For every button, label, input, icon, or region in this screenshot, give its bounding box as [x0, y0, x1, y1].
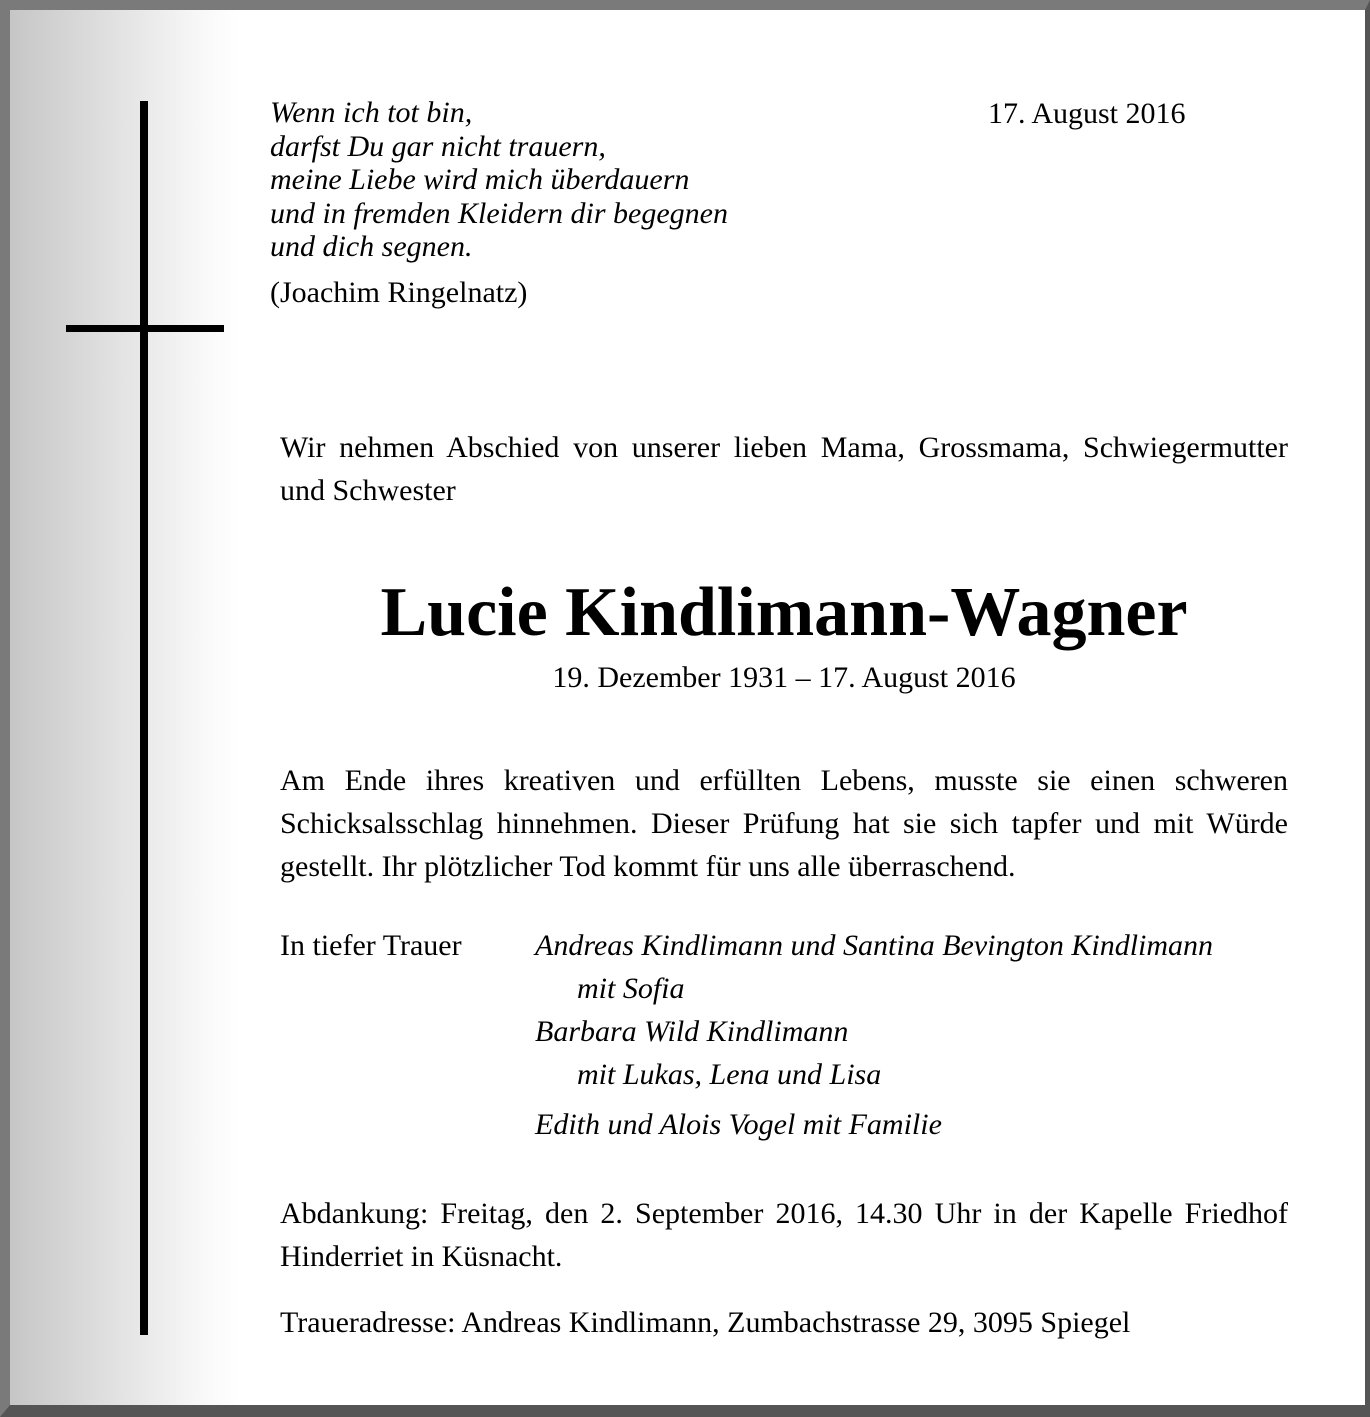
lifespan-dates: 19. Dezember 1931 – 17. August 2016	[552, 661, 1016, 694]
tribute-text: Am Ende ihres kreativen und erfüllten Lebens, musste sie einen schweren Schicksalsschlag hinnehmen. Dieser Prüfung hat sie sich tapfer und mit Würde gestellt. Ihr plötzlicher Tod kommt für uns alle überraschend.	[280, 764, 1288, 883]
mourner-line: mit Sofia	[577, 972, 685, 1005]
poem-line: meine Liebe wird mich überdauern	[270, 163, 690, 196]
farewell-intro: Wir nehmen Abschied von unserer lieben Mama, Grossmama, Schwiegermutter und Schwester	[280, 431, 1288, 507]
mourning-label: In tiefer Trauer	[280, 929, 462, 962]
poem-line: und in fremden Kleidern dir begegnen	[270, 196, 728, 230]
service-details: Abdankung: Freitag, den 2. September 2016, 14.30 Uhr in der Kapelle Friedhof Hinderriet in Küsnacht.	[280, 1197, 1288, 1273]
mourner-line: Barbara Wild Kindlimann	[535, 1015, 849, 1048]
poem	[270, 96, 728, 264]
mourner-line: Edith und Alois Vogel mit Familie	[535, 1108, 942, 1141]
poem-line: Wenn ich tot bin,	[270, 96, 473, 129]
poem-line: darfst Du gar nicht trauern,	[270, 129, 606, 163]
deceased-name: Lucie Kindlimann-Wagner	[380, 574, 1188, 651]
mourning-address: Traueradresse: Andreas Kindlimann, Zumbachstrasse 29, 3095 Spiegel	[280, 1306, 1131, 1339]
cross-horizontal-bar	[66, 325, 224, 332]
mourners-list	[535, 924, 1213, 1146]
mourner-line: Andreas Kindlimann und Santina Bevington Kindlimann	[535, 929, 1214, 962]
poem-line: und dich segnen.	[270, 230, 473, 263]
mourner-line: mit Lukas, Lena und Lisa	[577, 1058, 882, 1091]
poem-author: (Joachim Ringelnatz)	[270, 276, 528, 309]
notice-date: 17. August 2016	[988, 97, 1186, 130]
cross-vertical-bar	[140, 101, 148, 1335]
